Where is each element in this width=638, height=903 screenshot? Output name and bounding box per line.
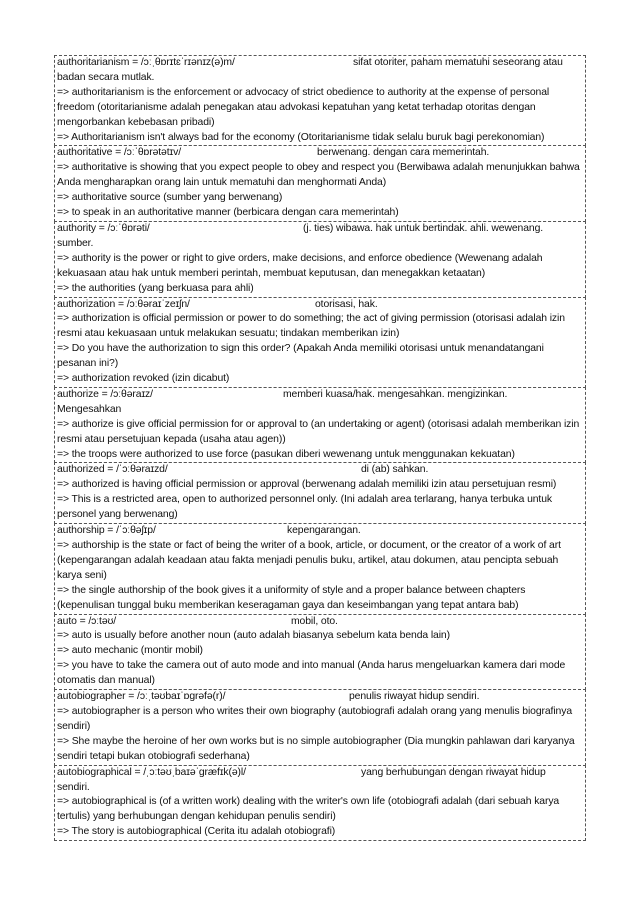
- example-line: => authorize is give official permission for or approval to (an undertaking or agent) (otorisasi adalah memberikan izin resmi atau persetujuan kepada (usaha atau agen)): [57, 418, 580, 445]
- headword-pronunciation: authoritative = /ɔːˈθɒrətətɪv/: [57, 147, 182, 159]
- entry-header: [57, 766, 583, 781]
- example-line: => autobiographer is a person who writes their own biography (autobiografi adalah orang yang menulis biografinya sendiri): [57, 705, 573, 732]
- definition-continuation: Mengesahkan: [57, 403, 122, 415]
- example-line: => auto mechanic (montir mobil): [57, 645, 203, 657]
- short-definition: (j. ties) wibawa. hak untuk bertindak. ahli. wewenang.: [303, 222, 544, 234]
- dictionary-entry: [54, 55, 586, 146]
- entry-header: [57, 388, 583, 403]
- headword-pronunciation: authorized = /ˈɔːθəraɪzd/: [57, 464, 168, 476]
- dictionary-page: [54, 56, 586, 841]
- short-definition: penulis riwayat hidup sendiri.: [349, 691, 480, 703]
- example-line: => Do you have the authorization to sign this order? (Apakah Anda memiliki otorisasi untuk menandatangani pesanan ini?): [57, 343, 544, 370]
- short-definition: berwenang. dengan cara memerintah.: [317, 147, 490, 159]
- dictionary-entry: [54, 689, 586, 766]
- short-definition: yang berhubungan dengan riwayat hidup: [361, 766, 546, 778]
- entry-header: [57, 146, 583, 161]
- dictionary-entry: [54, 462, 586, 524]
- definition-continuation: badan secara mutlak.: [57, 71, 155, 83]
- example-line: => you have to take the camera out of auto mode and into manual (Anda harus mengeluarkan kamera dari mode otomatis dan manual): [57, 660, 566, 687]
- example-line: => authoritarianism is the enforcement or advocacy of strict obedience to authority at the expense of personal freedom (otoritarianisme adalah penegakan atau advokasi kepatuhan yang ketat terhadap otoritas dengan mengorbankan kebebasan pribadi): [57, 86, 550, 128]
- example-line: => The story is autobiographical (Cerita itu adalah otobiografi): [57, 826, 336, 838]
- headword-pronunciation: authority = /ɔːˈθɒrəti/: [57, 222, 150, 234]
- example-line: => auto is usually before another noun (auto adalah biasanya sebelum kata benda lain): [57, 630, 450, 642]
- headword-pronunciation: auto = /ɔːtəʊ/: [57, 615, 117, 627]
- dictionary-entry: [54, 387, 586, 464]
- entry-header: [57, 222, 583, 237]
- dictionary-entry: [54, 297, 586, 388]
- entry-header: [57, 298, 583, 313]
- example-line: => authoritative source (sumber yang berwenang): [57, 192, 283, 204]
- example-line: => She maybe the heroine of her own works but is no simple autobiographer (Dia mungkin pahlawan dari karyanya sendiri tetapi bukan otobiografi sederhana): [57, 735, 575, 762]
- example-line: => Authoritarianism isn't always bad for the economy (Otoritarianisme tidak selalu buruk bagi perekonomian): [57, 131, 545, 143]
- dictionary-entry: [54, 523, 586, 614]
- entry-header: [57, 524, 583, 539]
- example-line: => authorship is the state or fact of being the writer of a book, article, or document, or the creator of a work of art (kepengarangan adalah keadaan atau fakta menjadi penulis buku, artikel, atau dokumen, atau pencipta sebuah karya seni): [57, 540, 561, 581]
- headword-pronunciation: autobiographical = /ˌɔːtəʊˌbaɪəˈɡræfɪk(ə)l/: [57, 766, 246, 778]
- entry-header: [57, 615, 583, 630]
- short-definition: otorisasi, hak.: [315, 298, 378, 310]
- definition-continuation: sendiri.: [57, 781, 90, 793]
- headword-pronunciation: authorization = /ɔːθəraɪˈzeɪʃn/: [57, 298, 190, 310]
- short-definition: mobil, oto.: [291, 615, 338, 627]
- entry-header: [57, 690, 583, 705]
- dictionary-entry: [54, 221, 586, 298]
- dictionary-entry: [54, 765, 586, 842]
- example-line: => This is a restricted area, open to authorized personnel only. (Ini adalah area terlarang, hanya terbuka untuk personel yang berwenang): [57, 494, 552, 521]
- example-line: => the troops were authorized to use force (pasukan diberi wewenang untuk menggunakan kekuatan): [57, 448, 515, 460]
- example-line: => to speak in an authoritative manner (berbicara dengan cara memerintah): [57, 207, 399, 219]
- example-line: => the single authorship of the book gives it a uniformity of style and a proper balance between chapters (kepenulisan tunggal buku memberikan keseragaman gaya dan keseimbangan yang tepat antara bab): [57, 584, 526, 611]
- dictionary-entry: [54, 614, 586, 691]
- short-definition: di (ab) sahkan.: [361, 464, 429, 476]
- dictionary-entry: [54, 145, 586, 222]
- entry-header: [57, 463, 583, 478]
- headword-pronunciation: authoritarianism = /ɔːˌθɒrɪtɛˈrɪənɪz(ə)m/: [57, 57, 235, 68]
- example-line: => authorization is official permission or power to do something; the act of giving permission (otorisasi adalah izin resmi atau kekuasaan untuk melakukan sesuatu; tindakan memberikan izin): [57, 313, 565, 340]
- example-line: => authority is the power or right to give orders, make decisions, and enforce obedience (Wewenang adalah kekuasaan atau hak untuk memberi perintah, membuat keputusan, dan menegakkan ketaatan): [57, 252, 543, 279]
- headword-pronunciation: authorship = /ˈɔːθəʃɪp/: [57, 525, 156, 537]
- example-line: => authorization revoked (izin dicabut): [57, 373, 230, 385]
- headword-pronunciation: authorize = /ɔːθəraɪz/: [57, 388, 153, 400]
- short-definition: kepengarangan.: [287, 525, 361, 537]
- short-definition: memberi kuasa/hak. mengesahkan. mengizinkan.: [283, 388, 508, 400]
- headword-pronunciation: autobiographer = /ɔːˌtəʊbaɪˈɒgrəfə(r)/: [57, 691, 226, 703]
- example-line: => authorized is having official permission or approval (berwenang adalah memiliki izin atau persetujuan resmi): [57, 479, 557, 491]
- example-line: => autobiographical is (of a written work) dealing with the writer's own life (otobiografi adalah (dari sebuah karya tertulis) yang berhubungan dengan kehidupan penulis sendiri): [57, 796, 560, 823]
- example-line: => the authorities (yang berkuasa para ahli): [57, 282, 254, 294]
- short-definition: sifat otoriter, paham mematuhi seseorang atau: [353, 57, 563, 68]
- example-line: => authoritative is showing that you expect people to obey and respect you (Berwibawa adalah menunjukkan bahwa Anda mengharapkan orang lain untuk mematuhi dan menghormati Anda): [57, 162, 580, 189]
- entry-header: [57, 56, 583, 71]
- definition-continuation: sumber.: [57, 237, 94, 249]
